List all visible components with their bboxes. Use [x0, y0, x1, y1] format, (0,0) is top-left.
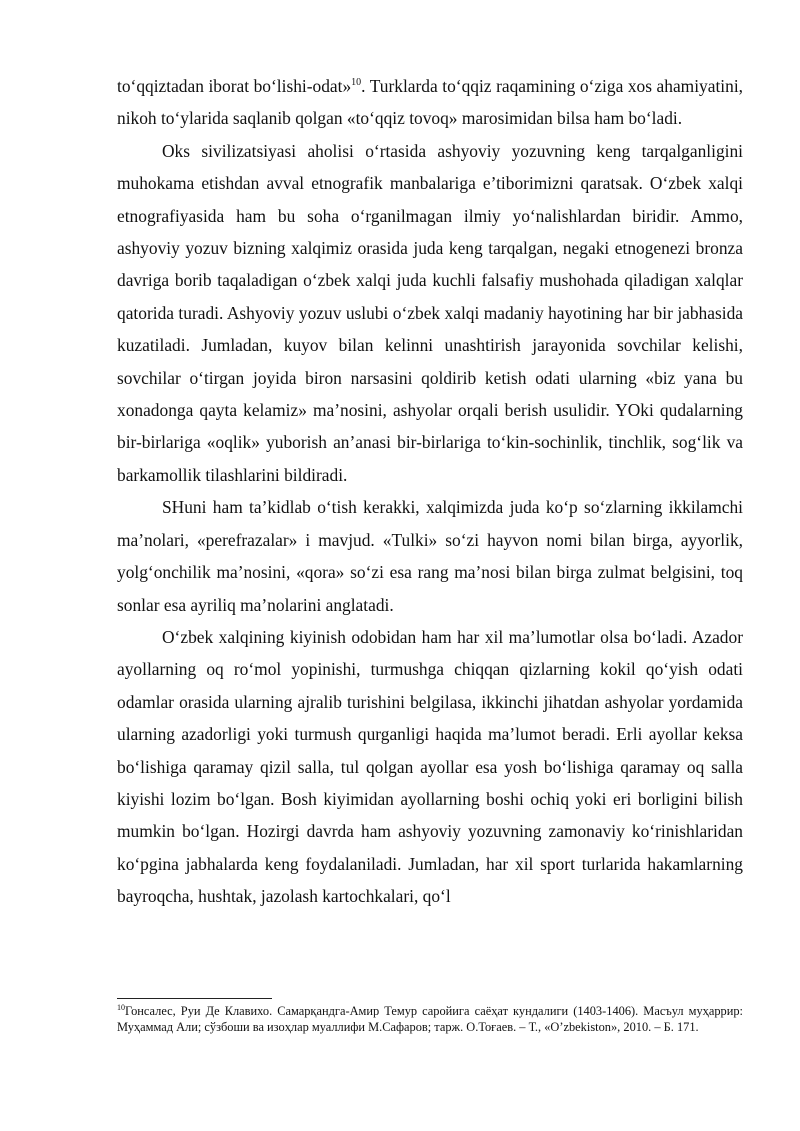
footnote-reference[interactable]: 10	[351, 77, 362, 89]
paragraph-4: O‘zbek xalqining kiyinish odobidan ham har xil ma’lumotlar olsa bo‘ladi. Azador ayollarning oq ro‘mol yopinishi, turmushga chiqqan qizlarning kokil qo‘yish odati odamlar orasida ularning ajralib turishini belgilasa, ikkinchi jihatdan ashyolar yordamida ularning azadorligi yoki turmush qurganligi haqida ma’lumot beradi. Erli ayollar keksa bo‘lishiga qaramay qizil salla, tul qolgan ayollar esa yosh bo‘lishiga qaramay oq salla kiyishi lozim bo‘lgan. Bosh kiyimidan ayollarning boshi ochiq yoki eri borligini bilish mumkin bo‘lgan. Hozirgi davrda ham ashyoviy yozuvning zamonaviy ko‘rinishlaridan ko‘pgina jabhalarda keng foydalaniladi. Jumladan, har xil sport turlarida hakamlarning bayroqcha, hushtak, jazolash kartochkalari, qo‘l	[117, 626, 743, 907]
footnote-number: 10	[117, 1002, 125, 1012]
paragraph-1-text-end: . Turklarda to‘qqiz raqamining o‘ziga xos ahamiyatini, nikoh to‘ylarida saqlanib qolgan «to‘qqiz tovoq» marosimidan bilsa ham bo‘ladi.	[117, 76, 743, 129]
footnote	[117, 1004, 743, 1036]
paragraph-2: Oks sivilizatsiyasi aholisi o‘rtasida ashyoviy yozuvning keng tarqalganligini muhokama etishdan avval etnografik manbalariga e’tiborimizni qaratsak. O‘zbek xalqi etnografiyasida ham bu soha o‘rganilmagan ilmiy yo‘nalishlardan biridir. Ammo, ashyoviy yozuv bizning xalqimiz orasida juda keng tarqalgan, negaki etnogenezi bronza davriga borib taqaladigan o‘zbek xalqi juda kuchli falsafiy mushohada qiladigan xalqlar qatorida turadi. Ashyoviy yozuv uslubi o‘zbek xalqi madaniy hayotining har bir jabhasida kuzatiladi. Jumladan, kuyov bilan kelinni unashtirish jarayonida sovchilar kelishi, sovchilar o‘tirgan joyida biron narsasini qoldirib ketish odati ularning «biz yana bu xonadonga qayta kelamiz» ma’nosini, ashyolar orqali berish usulidir. YOki qudalarning bir-birlariga «oqlik» yuborish an’anasi bir-birlariga to‘kin-sochinlik, tinchlik, sog‘lik va barkamollik tilashlarini bildiradi.	[117, 140, 743, 485]
document-body	[117, 70, 743, 913]
paragraph-1-text-start: to‘qqiztadan iborat bo‘lishi-odat»	[117, 76, 352, 96]
footnote-text: Гонсалес, Руи Де Клавихо. Самарқандга-Амир Темур саройига саёҳат кундалиги (1403-1406). Масъул муҳаррир: Муҳаммад Али; сўзбоши ва изоҳлар муаллифи М.Сафаров; тарж. О.Тоғаев. – Т., «O’zbekiston», 2010. – Б. 171.	[117, 1004, 743, 1034]
paragraph-3: SHuni ham ta’kidlab o‘tish kerakki, xalqimizda juda ko‘p so‘zlarning ikkilamchi ma’nolari, «perefrazalar» i mavjud. «Tulki» so‘zi hayvon nomi bilan birga, ayyorlik, yolg‘onchilik ma’nosini, «qora» so‘zi esa rang ma’nosi bilan birga zulmat belgisini, toq sonlar esa ayriliq ma’nolarini anglatadi.	[117, 497, 743, 615]
paragraph-1	[117, 70, 743, 135]
footnote-separator	[117, 998, 272, 999]
